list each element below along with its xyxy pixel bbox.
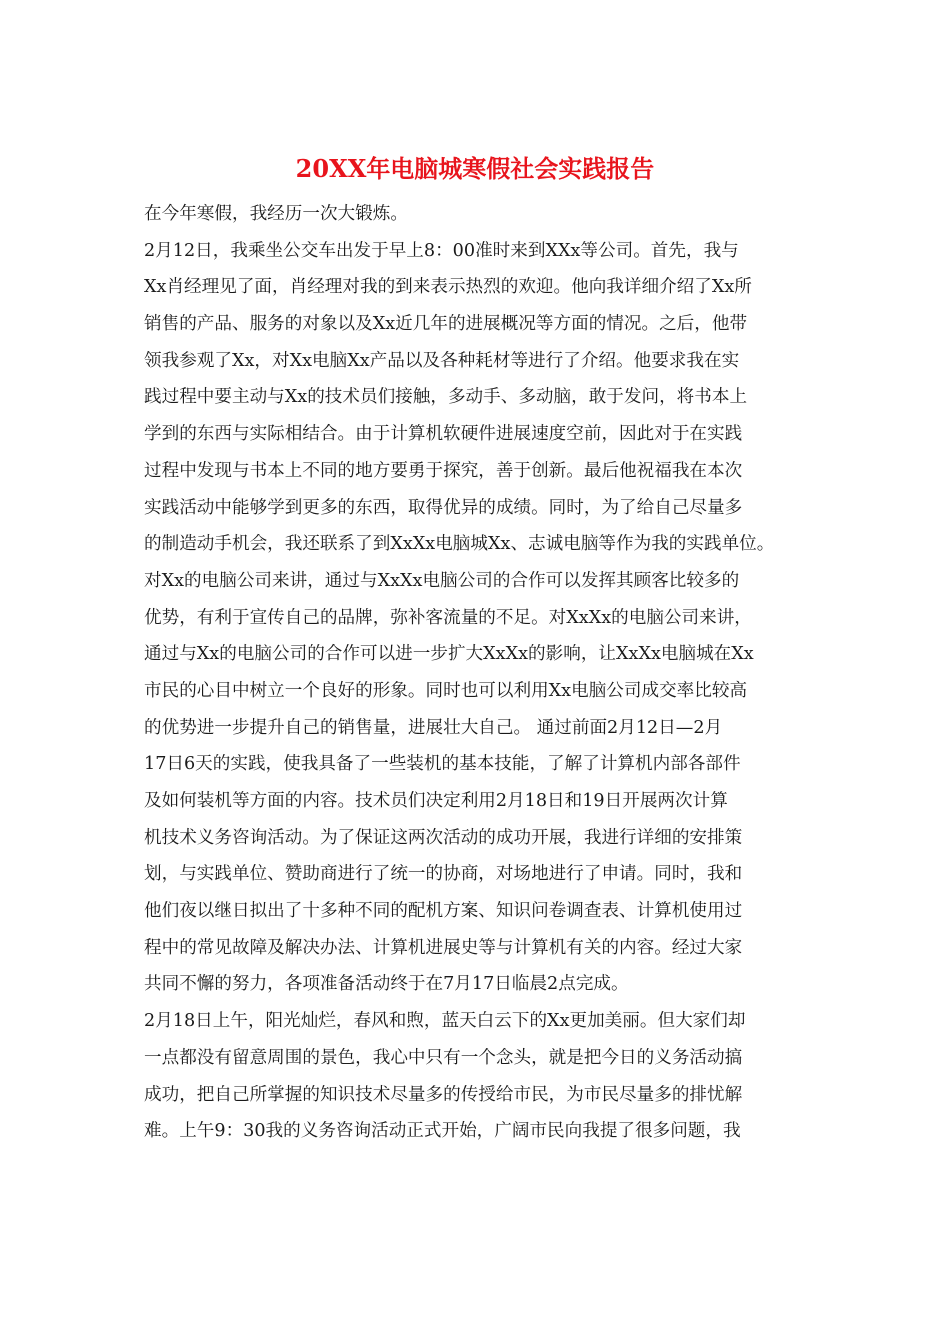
body-line: 划，与实践单位、赞助商进行了统一的协商，对场地进行了申请。同时，我和 (144, 864, 743, 885)
body-line: 市民的心目中树立一个良好的形象。同时也可以利用Xx电脑公司成交率比较高 (144, 680, 748, 701)
document-body (144, 196, 824, 1150)
body-line: 程中的常见故障及解决办法、计算机进展史等与计算机有关的内容。经过大家 (144, 937, 743, 958)
body-line: 通过与Xx的电脑公司的合作可以进一步扩大XxXx的影响，让XxXx电脑城在Xx (144, 644, 754, 665)
body-line: 他们夜以继日拟出了十多种不同的配机方案、知识问卷调查表、计算机使用过 (144, 901, 743, 922)
body-line: 优势，有利于宣传自己的品牌，弥补客流量的不足。对XxXx的电脑公司来讲， (144, 607, 752, 628)
body-line: 过程中发现与书本上不同的地方要勇于探究，善于创新。最后他祝福我在本次 (144, 460, 743, 481)
body-line: 实践活动中能够学到更多的东西，取得优异的成绩。同时，为了给自己尽量多 (144, 497, 743, 518)
body-line: 销售的产品、服务的对象以及Xx近几年的进展概况等方面的情况。之后，他带 (144, 314, 748, 335)
body-line: 2月12日，我乘坐公交车出发于早上8：00准时来到XXx等公司。首先，我与 (144, 240, 739, 261)
body-line: 2月18日上午，阳光灿烂，春风和煦，蓝天白云下的Xx更加美丽。但大家们却 (144, 1011, 746, 1032)
body-line: 成功，把自己所掌握的知识技术尽量多的传授给市民，为市民尽量多的排忧解 (144, 1084, 743, 1105)
body-line: 难。上午9：30我的义务咨询活动正式开始，广阔市民向我提了很多问题，我 (144, 1121, 741, 1142)
body-line: 对Xx的电脑公司来讲，通过与XxXx电脑公司的合作可以发挥其顾客比较多的 (144, 570, 740, 591)
body-line: 的优势进一步提升自己的销售量，进展壮大自己。 通过前面2月12日—2月 (144, 717, 723, 738)
body-line: 学到的东西与实际相结合。由于计算机软硬件进展速度空前，因此对于在实践 (144, 424, 743, 445)
body-line: 在今年寒假，我经历一次大锻炼。 (144, 204, 408, 224)
body-line: 机技术义务咨询活动。为了保证这两次活动的成功开展，我进行详细的安排策 (144, 827, 743, 848)
body-line: Xx肖经理见了面，肖经理对我的到来表示热烈的欢迎。他向我详细介绍了Xx所 (144, 277, 752, 298)
body-line: 及如何装机等方面的内容。技术员们决定利用2月18日和19日开展两次计算 (144, 791, 728, 811)
body-line: 领我参观了Xx，对Xx电脑Xx产品以及各种耗材等进行了介绍。他要求我在实 (144, 350, 740, 371)
body-line: 一点都没有留意周围的景色，我心中只有一个念头，就是把今日的义务活动搞 (144, 1047, 743, 1068)
body-line: 的制造动手机会，我还联系了到XxXx电脑城Xx、志诚电脑等作为我的实践单位。 (144, 534, 775, 555)
document-title: 20XX年电脑城寒假社会实践报告 (295, 154, 655, 183)
body-line: 共同不懈的努力，各项准备活动终于在7月17日临晨2点完成。 (144, 974, 629, 995)
body-line: 17日6天的实践，使我具备了一些装机的基本技能，了解了计算机内部各部件 (144, 754, 741, 775)
body-line: 践过程中要主动与Xx的技术员们接触，多动手、多动脑，敢于发问，将书本上 (144, 387, 748, 408)
